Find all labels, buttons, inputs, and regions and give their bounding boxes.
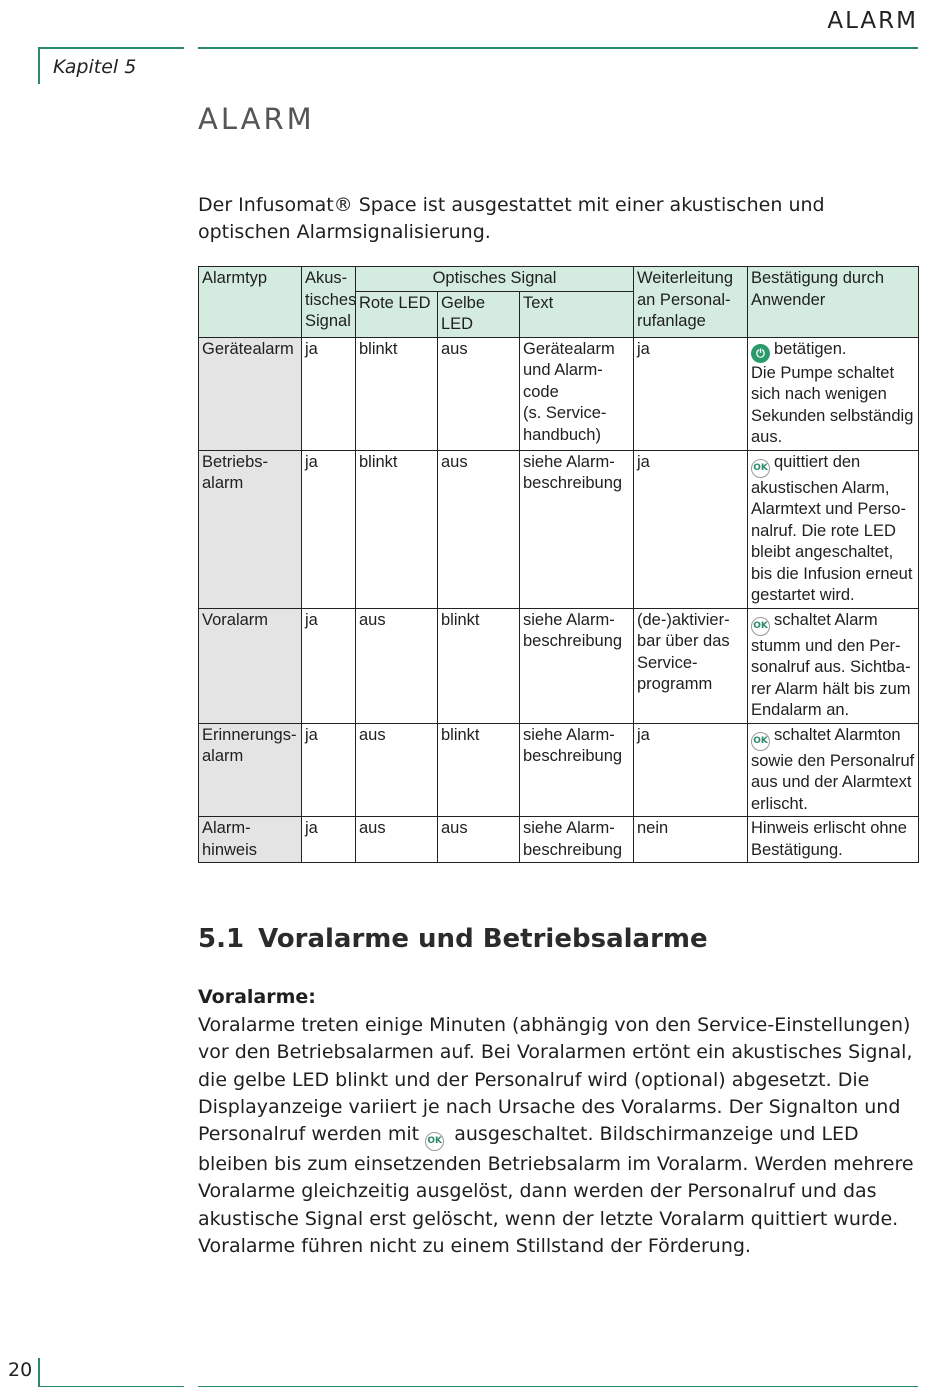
cell-rote-led: blinkt: [356, 450, 438, 608]
cell-akustisch: ja: [302, 608, 356, 723]
section-heading: [198, 924, 708, 954]
cell-akustisch: ja: [302, 337, 356, 450]
cell-gelbe-led: blinkt: [438, 608, 520, 723]
cell-weiterleitung: ja: [634, 450, 748, 608]
cell-text: siehe Alarm- beschreibung: [520, 450, 634, 608]
footer-rule-right: [198, 1386, 918, 1387]
footer-rule-left: [38, 1386, 184, 1387]
header-optisches-signal: Optisches Signal: [356, 267, 634, 292]
cell-text: Gerätealarm und Alarm- code (s. Service- handbuch): [520, 337, 634, 450]
bestaetigung-text: Hinweis erlischt ohne Bestätigung.: [751, 819, 907, 859]
header-rule-left: [38, 47, 184, 49]
cell-text: siehe Alarm- beschreibung: [520, 723, 634, 817]
bestaetigung-text: schaltet Alarmton sowie den Personalruf aus und der Alarmtext erlischt.: [751, 725, 915, 813]
section-title: Voralarme und Betriebsalarme: [258, 924, 708, 954]
header-weiterleitung: Weiterleitung an Personal- rufanlage: [634, 267, 748, 338]
alarm-table: [198, 266, 919, 863]
table-row: [199, 337, 919, 450]
voralarme-paragraph: [198, 1012, 923, 1260]
cell-bestaetigung: [748, 337, 919, 450]
ok-key-icon: OK: [751, 617, 770, 636]
cell-rote-led: aus: [356, 723, 438, 817]
cell-akustisch: ja: [302, 723, 356, 817]
intro-paragraph: Der Infusomat® Space ist ausgestattet mit einer akustischen und optischen Alarmsignalisierung.: [198, 194, 825, 243]
cell-rote-led: aus: [356, 608, 438, 723]
cell-bestaetigung: [748, 817, 919, 863]
cell-alarmtyp: Voralarm: [199, 608, 302, 723]
header-alarmtyp: Alarmtyp: [199, 267, 302, 338]
page-title: ALARM: [198, 102, 315, 136]
cell-weiterleitung: nein: [634, 817, 748, 863]
cell-weiterleitung: ja: [634, 337, 748, 450]
cell-weiterleitung: (de-)aktivier- bar über das Service- programm: [634, 608, 748, 723]
bestaetigung-text: betätigen. Die Pumpe schaltet sich nach wenigen Sekunden selbständig aus.: [751, 339, 914, 446]
header-gelbe-led: Gelbe LED: [438, 291, 520, 337]
paragraph-text-before-key: Voralarme treten einige Minuten (abhängig von den Service-Einstellungen) vor den Betriebsalarmen auf. Bei Voralarmen ertönt ein akustisches Signal, die gelbe LED blinkt und der Personalruf wird (optional) abgesetzt. Die Displayanzeige variiert je nach Ursache des Voralarms. Der Signalton und Personalruf werden mit: [198, 1014, 913, 1146]
running-head-title: ALARM: [827, 8, 918, 34]
header-bestaetigung: Bestätigung durch Anwender: [748, 267, 919, 338]
cell-alarmtyp: Gerätealarm: [199, 337, 302, 450]
cell-gelbe-led: aus: [438, 337, 520, 450]
cell-alarmtyp: Erinnerungs- alarm: [199, 723, 302, 817]
footer-marker-bar: [38, 1358, 40, 1386]
header-rote-led: Rote LED: [356, 291, 438, 337]
header-akustisch: Akus- tisches Signal: [302, 267, 356, 338]
cell-rote-led: blinkt: [356, 337, 438, 450]
ok-key-icon: OK: [751, 459, 770, 478]
table-row: [199, 608, 919, 723]
section-number: 5.1: [198, 924, 245, 954]
header-rule-right: [198, 47, 918, 49]
page-number: 20: [8, 1359, 33, 1381]
cell-alarmtyp: Betriebs- alarm: [199, 450, 302, 608]
cell-gelbe-led: blinkt: [438, 723, 520, 817]
paragraph-text-after-key: ausgeschaltet. Bildschirmanzeige und LED bleiben bis zum einsetzenden Betriebsalarm im Voralarm. Werden mehrere Voralarme gleichzeitig ausgelöst, dann werden der Personalruf und das akustische Signal erst gelöscht, wenn der letzte Voralarm quittiert wurde. Voralarme führen nicht zu einem Stillstand der Förderung.: [198, 1123, 914, 1258]
cell-weiterleitung: ja: [634, 723, 748, 817]
power-key-icon: ⏻: [751, 344, 770, 363]
alarm-table-header: [199, 267, 919, 338]
ok-key-icon: OK: [425, 1132, 444, 1151]
ok-key-icon: OK: [751, 732, 770, 751]
cell-rote-led: aus: [356, 817, 438, 863]
cell-bestaetigung: [748, 608, 919, 723]
cell-gelbe-led: aus: [438, 450, 520, 608]
chapter-marker-bar: [38, 47, 40, 84]
bestaetigung-text: schaltet Alarm stumm und den Per- sonalruf aus. Sichtba- rer Alarm hält bis zum Endalarm an.: [751, 610, 911, 719]
bestaetigung-text: quittiert den akustischen Alarm, Alarmtext und Perso- nalruf. Die rote LED bleibt angeschaltet, bis die Infusion erneut gestartet wird.: [751, 452, 913, 604]
cell-bestaetigung: [748, 723, 919, 817]
table-row: [199, 450, 919, 608]
cell-text: siehe Alarm- beschreibung: [520, 608, 634, 723]
table-row: [199, 723, 919, 817]
cell-alarmtyp: Alarm- hinweis: [199, 817, 302, 863]
chapter-label: Kapitel 5: [53, 56, 137, 78]
table-row: [199, 817, 919, 863]
alarm-table-body: [199, 337, 919, 863]
cell-akustisch: ja: [302, 817, 356, 863]
cell-gelbe-led: aus: [438, 817, 520, 863]
cell-akustisch: ja: [302, 450, 356, 608]
header-text: Text: [520, 291, 634, 337]
cell-bestaetigung: [748, 450, 919, 608]
subheading-voralarme: Voralarme:: [198, 986, 316, 1008]
cell-text: siehe Alarm- beschreibung: [520, 817, 634, 863]
